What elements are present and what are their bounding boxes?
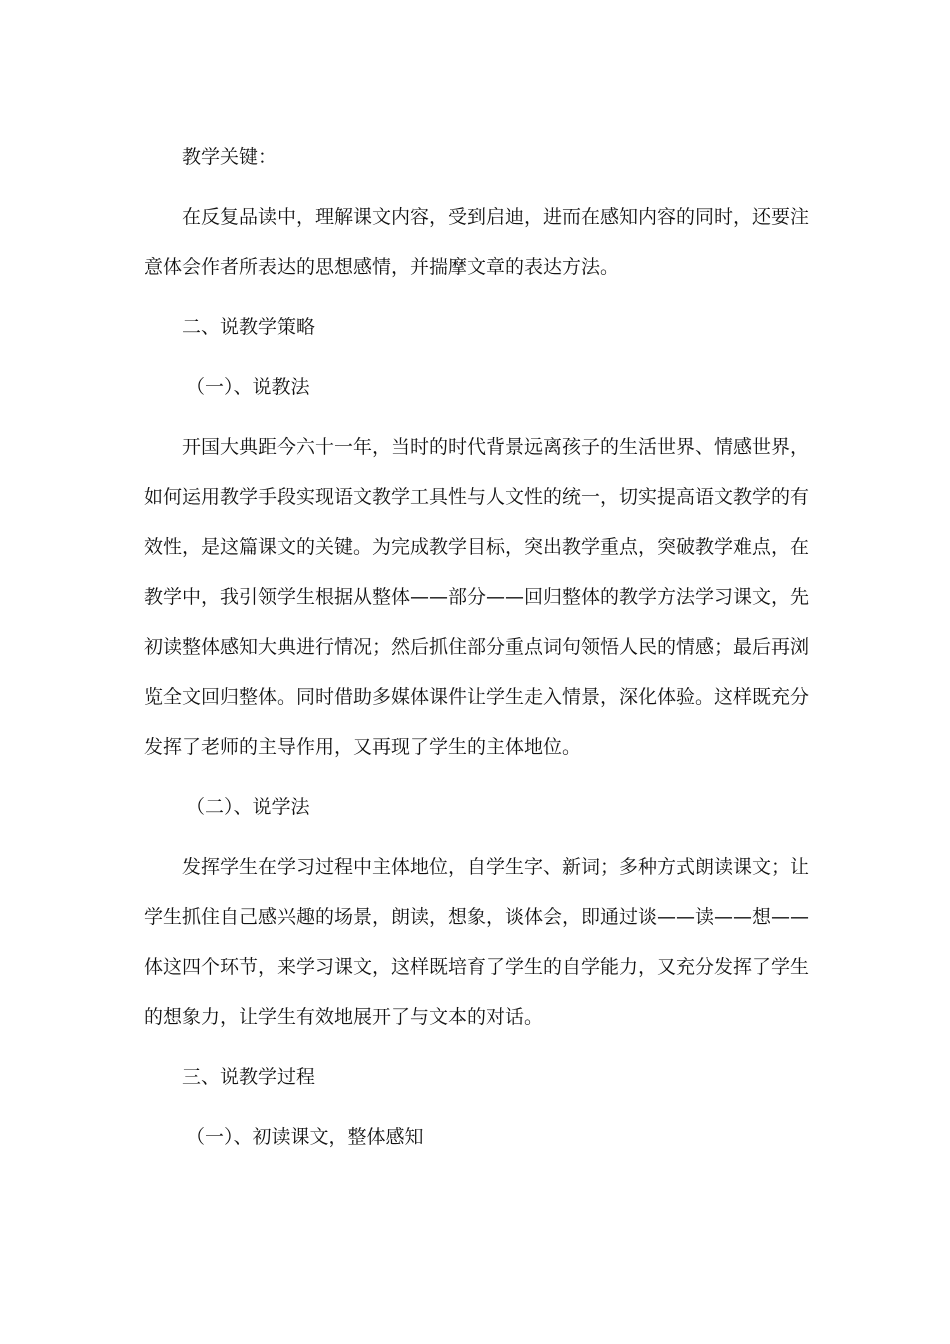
- teaching-key-paragraph: 在反复品读中，理解课文内容，受到启迪，进而在感知内容的同时，还要注意体会作者所表达的思想感情，并揣摩文章的表达方法。: [144, 206, 810, 278]
- teaching-key-label: 教学关键：: [182, 146, 278, 168]
- learning-method-paragraph: 发挥学生在学习过程中主体地位，自学生字、新词；多种方式朗读课文；让学生抓住自己感兴趣的场景，朗读，想象，谈体会，即通过谈——读——想——体这四个环节，来学习课文，这样既培育了学生的自学能力，又充分发挥了学生的想象力，让学生有效地展开了与文本的对话。: [144, 856, 810, 1028]
- subsection-first-reading-title: （一）、初读课文，整体感知: [186, 1126, 424, 1148]
- spacer: [144, 182, 810, 192]
- spacer: [144, 772, 810, 782]
- teaching-method-paragraph: 开国大典距今六十一年，当时的时代背景远离孩子的生活世界、情感世界，如何运用教学手段实现语文教学工具性与人文性的统一，切实提高语文教学的有效性，是这篇课文的关键。为完成教学目标，突出教学重点，突破教学难点，在教学中，我引领学生根据从整体——部分——回归整体的教学方法学习课文，先初读整体感知大典进行情况；然后抓住部分重点词句领悟人民的情感；最后再浏览全文回归整体。同时借助多媒体课件让学生走入情景，深化体验。这样既充分发挥了老师的主导作用，又再现了学生的主体地位。: [144, 436, 810, 758]
- spacer: [144, 1042, 810, 1052]
- subsection-learning-method-title: （二）、说学法: [186, 796, 310, 818]
- section-teaching-strategy-title: 二、说教学策略: [182, 316, 316, 338]
- section-teaching-process-title: 三、说教学过程: [182, 1066, 316, 1088]
- spacer: [144, 832, 810, 842]
- spacer: [144, 352, 810, 362]
- spacer: [144, 412, 810, 422]
- spacer: [144, 1102, 810, 1112]
- spacer: [144, 292, 810, 302]
- document-body: [144, 132, 810, 1162]
- subsection-teaching-method-title: （一）、说教法: [186, 376, 310, 398]
